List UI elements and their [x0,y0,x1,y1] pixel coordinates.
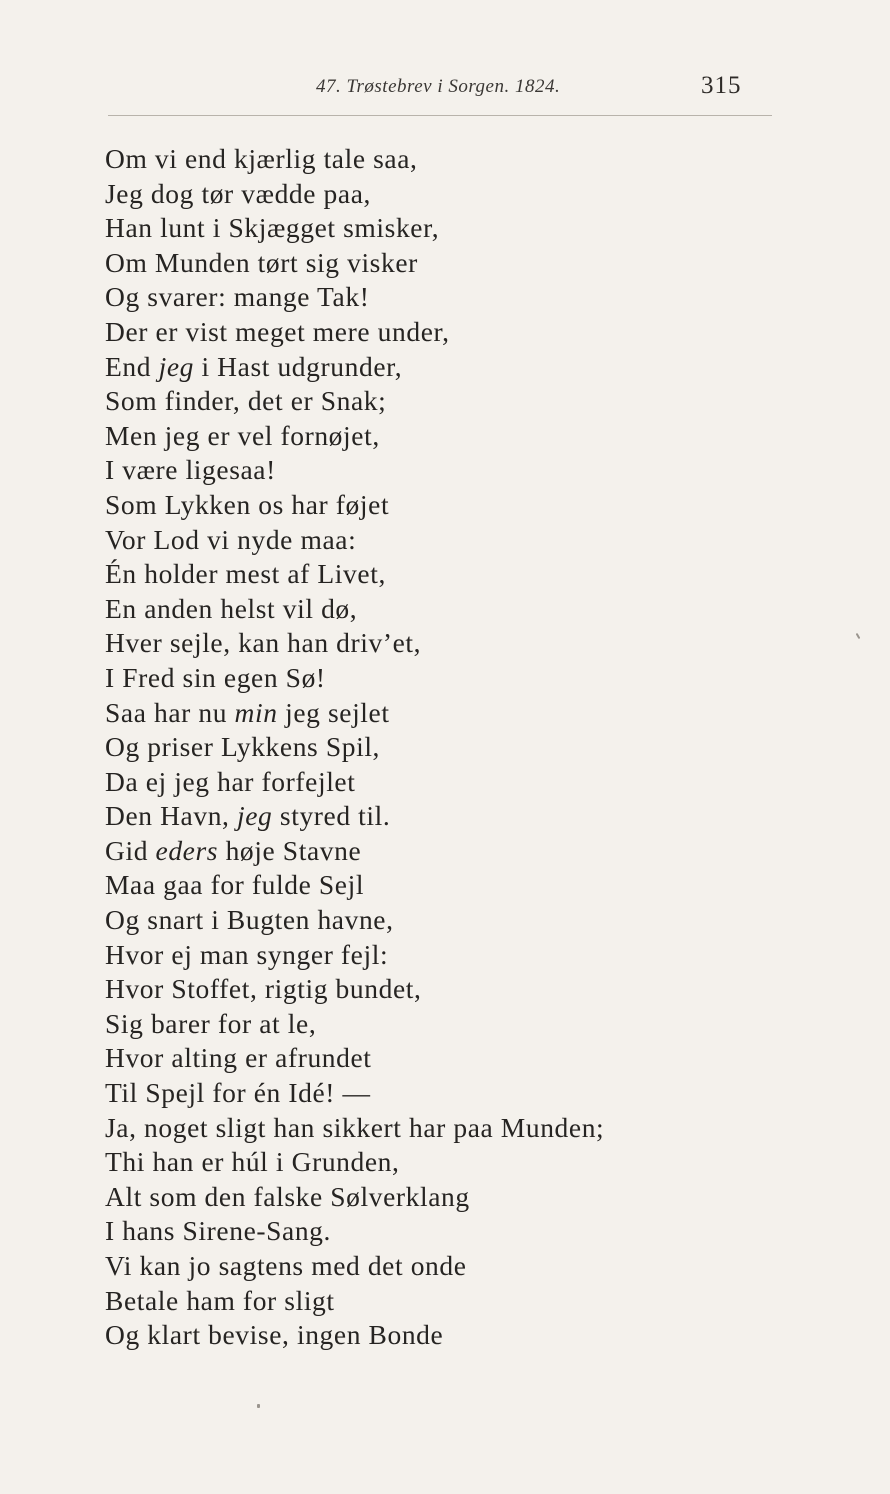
line-text: Som Lykken os har føjet [105,488,390,520]
poem-line [105,1318,865,1353]
line-text: Og priser Lykkens Spil, [105,731,381,763]
poem-line [105,765,865,800]
line-text: Gid [105,834,156,866]
line-text: Og snart i Bugten havne, [105,904,394,936]
line-text: høje Stavne [218,834,362,866]
poem-line [105,246,865,281]
line-text: Thi han er húl i Grunden, [105,1146,400,1178]
running-head [0,70,890,110]
poem-line [105,453,865,488]
running-head-title: 47. Trøstebrev i Sorgen. 1824. [316,76,561,97]
line-text: jeg sejlet [277,696,390,728]
line-text: Betale ham for sligt [105,1284,335,1316]
line-text: Hvor ej man synger fejl: [105,938,389,970]
header-rule [108,115,772,116]
poem-line [105,903,865,938]
italic-word: jeg [158,350,194,382]
line-text: i Hast udgrunder, [193,350,403,382]
line-text: Maa gaa for fulde Sejl [105,869,365,901]
line-text: Én holder mest af Livet, [105,558,386,590]
poem-line [105,1111,865,1146]
line-text: Sig barer for at le, [105,1007,317,1039]
poem-line [105,1076,865,1111]
italic-word: jeg [237,800,273,832]
poem-line [105,142,865,177]
line-text: Men jeg er vel fornøjet, [105,419,380,451]
poem-line [105,626,865,661]
poem-line [105,177,865,212]
line-text: Om Munden tørt sig visker [105,246,418,278]
poem-line [105,592,865,627]
italic-word: eders [155,834,219,866]
poem-line [105,661,865,696]
poem-line [105,696,865,731]
poem-line [105,523,865,558]
line-text: Alt som den falske Sølverklang [105,1180,470,1212]
italic-word: min [234,696,278,728]
poem-line [105,419,865,454]
line-text: Jeg dog tør vædde paa, [105,177,371,209]
line-text: Hvor alting er afrundet [105,1042,372,1074]
line-text: Den Havn, [105,800,238,832]
line-text: Og svarer: mange Tak! [105,281,370,313]
line-text: En anden helst vil dø, [105,592,358,624]
poem-line [105,384,865,419]
poem-line [105,730,865,765]
poem-line [105,211,865,246]
poem-line [105,972,865,1007]
line-text: Ja, noget sligt han sikkert har paa Munden; [105,1111,605,1143]
poem-line [105,834,865,869]
poem-line [105,280,865,315]
line-text: Han lunt i Skjægget smisker, [105,212,440,244]
poem-line [105,488,865,523]
line-text: Og klart bevise, ingen Bonde [105,1319,444,1351]
line-text: Til Spejl for én Idé! — [105,1077,371,1109]
line-text: I være ligesaa! [105,454,276,486]
poem-line [105,1041,865,1076]
line-text: styred til. [272,800,391,832]
poem-line [105,1180,865,1215]
line-text: Vi kan jo sagtens med det onde [105,1250,467,1281]
poem-line [105,1145,865,1180]
page-number: 315 [701,72,742,99]
line-text: Hvor Stoffet, rigtig bundet, [105,973,422,1005]
line-text: I hans Sirene-Sang. [105,1215,332,1247]
line-text: Hver sejle, kan han driv’et, [105,627,422,659]
poem-line [105,1249,865,1284]
line-text: Vor Lod vi nyde maa: [105,523,357,555]
paper-speck [257,1404,260,1408]
line-text: Da ej jeg har forfejlet [105,765,356,797]
poem-line [105,1284,865,1319]
poem-line [105,1007,865,1042]
line-text: Saa har nu [105,696,235,728]
poem-line [105,350,865,385]
poem-line [105,799,865,834]
poem-line [105,1214,865,1249]
poem-line [105,868,865,903]
poem-text [105,142,865,1353]
poem-line [105,315,865,350]
poem-line [105,938,865,973]
line-text: Der er vist meget mere under, [105,315,450,347]
poem-line [105,557,865,592]
line-text: I Fred sin egen Sø! [105,661,326,693]
line-text: End [105,350,159,382]
line-text: Som finder, det er Snak; [105,385,387,417]
line-text: Om vi end kjærlig tale saa, [105,143,418,174]
